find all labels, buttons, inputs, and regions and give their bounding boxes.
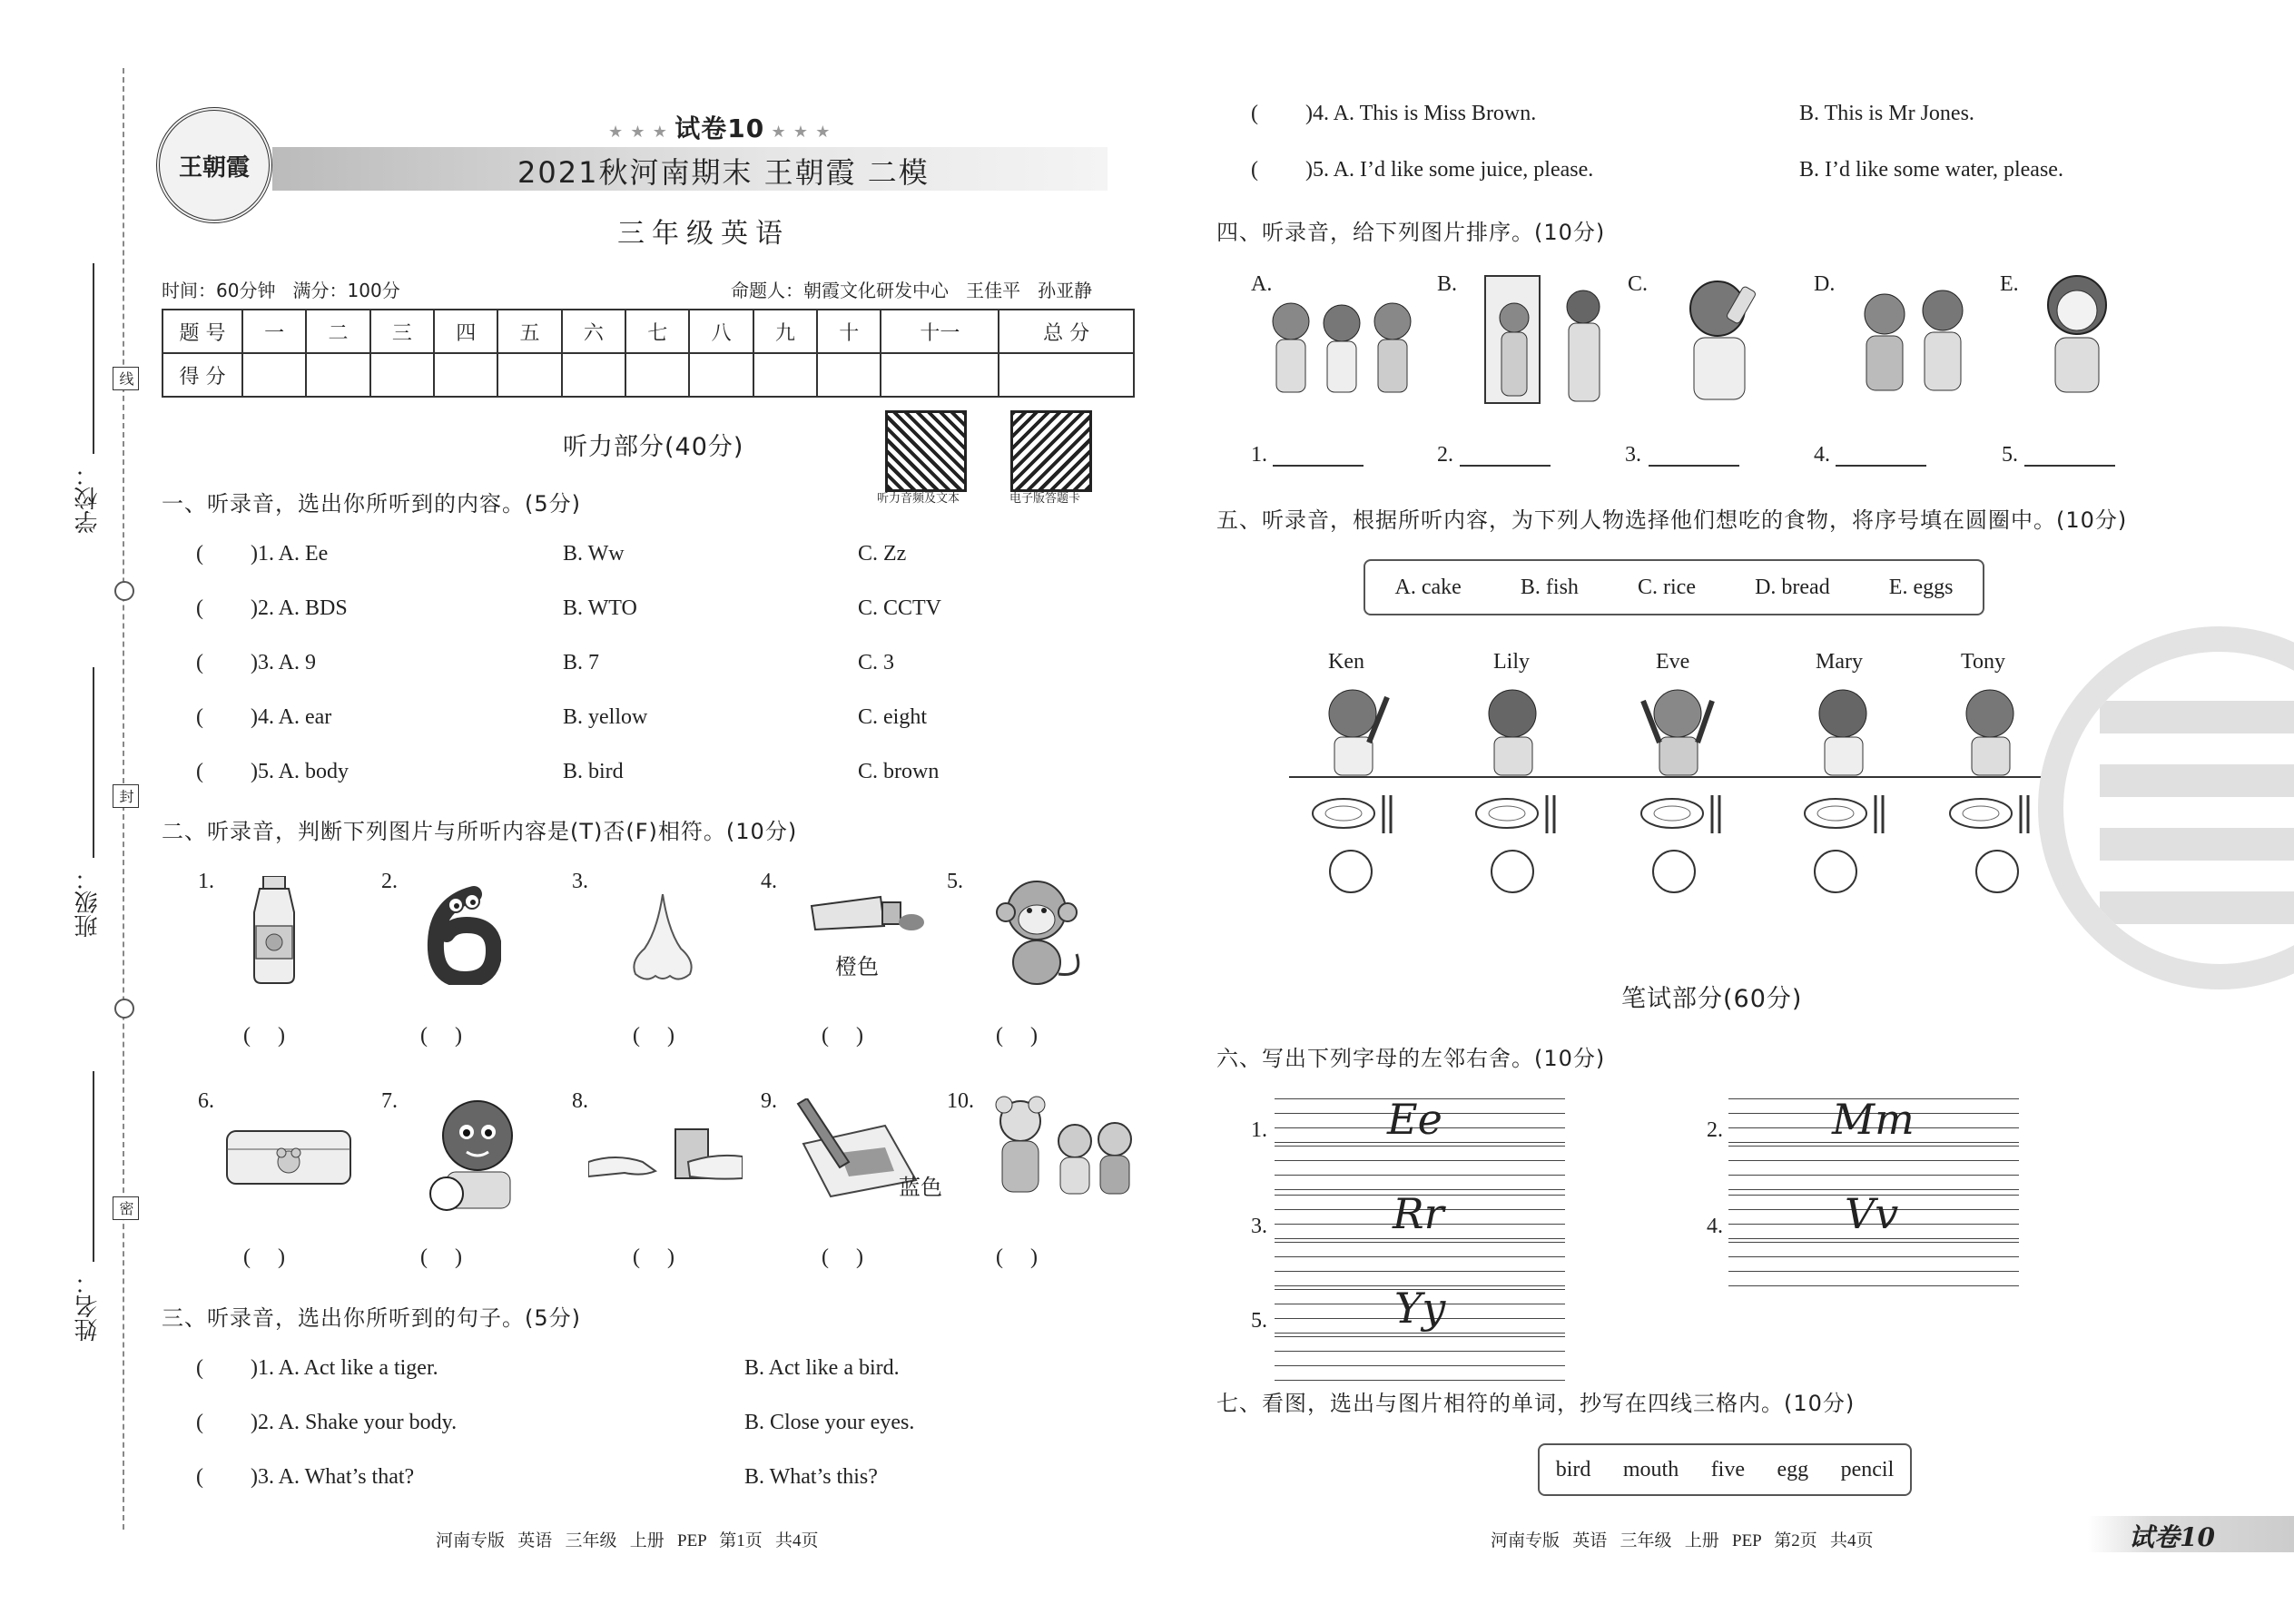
picture-number: 8. xyxy=(572,1089,588,1113)
food-option: B. fish xyxy=(1520,575,1579,599)
person-name: Ken xyxy=(1328,650,1364,674)
school-label: 学校： xyxy=(74,463,102,534)
letter-script: Ee xyxy=(1387,1095,1442,1144)
order-blank[interactable] xyxy=(1460,465,1551,467)
letter-number: 2. xyxy=(1707,1118,1723,1142)
child-figure-eve xyxy=(1643,690,1712,775)
table-cell: 四 xyxy=(434,310,497,353)
answer-bracket[interactable]: ( ) xyxy=(996,1024,1038,1048)
score-cell[interactable] xyxy=(434,353,497,397)
letter-script: Mm xyxy=(1832,1095,1915,1144)
number-six-icon xyxy=(419,885,501,985)
word-bank-box xyxy=(1538,1443,1912,1496)
option-a: )2. A. BDS xyxy=(251,596,348,620)
blank-number: 3. xyxy=(1625,443,1641,467)
answer-bracket[interactable]: ( xyxy=(196,651,203,674)
school-field[interactable] xyxy=(93,263,94,454)
answer-bracket[interactable]: ( ) xyxy=(243,1245,285,1269)
table-cell: 五 xyxy=(497,310,561,353)
section6-title: 六、写出下列字母的左邻右舍。(10分) xyxy=(1216,1046,1606,1071)
picture-number: 4. xyxy=(761,870,777,893)
section4-title: 四、听录音，给下列图片排序。(10分) xyxy=(1216,220,1606,245)
answer-bracket[interactable]: ( xyxy=(196,705,203,729)
series-label: ★ ★ ★ 试卷10 ★ ★ ★ xyxy=(608,113,832,143)
plate-icon xyxy=(1641,795,1719,833)
listening-title: 听力部分(40分) xyxy=(563,433,744,461)
kids-at-door-icon xyxy=(1482,272,1618,408)
color-label-orange: 橙色 xyxy=(835,954,879,979)
section1-title: 一、听录音，选出你所听到的内容。(5分) xyxy=(162,491,581,517)
marker-dense: 密 xyxy=(113,1196,139,1220)
answer-bracket[interactable]: ( xyxy=(196,760,203,783)
section2-title: 二、听录音，判断下列图片与所听内容是(T)否(F)相符。(10分) xyxy=(162,819,798,844)
plate-icon xyxy=(1805,795,1883,833)
word-option: five xyxy=(1710,1457,1745,1481)
score-table-score-row xyxy=(162,353,1134,397)
section7-title: 七、看图，选出与图片相符的单词，抄写在四线三格内。(10分) xyxy=(1216,1391,1856,1416)
word-option: bird xyxy=(1555,1457,1591,1481)
option-b: B. What’s this? xyxy=(744,1465,878,1489)
picture-number: 10. xyxy=(947,1089,974,1113)
option-a: )2. A. Shake your body. xyxy=(251,1411,458,1434)
order-blank[interactable] xyxy=(1273,465,1364,467)
answer-circle[interactable] xyxy=(1814,850,1857,893)
picture-number: 7. xyxy=(381,1089,398,1113)
name-field[interactable] xyxy=(93,1071,94,1262)
child-figure-mary xyxy=(1819,690,1866,775)
qr-code-icon[interactable] xyxy=(1010,410,1092,492)
score-cell[interactable] xyxy=(497,353,561,397)
blank-number: 5. xyxy=(2002,443,2018,467)
answer-bracket[interactable]: ( ) xyxy=(420,1024,462,1048)
word-option: pencil xyxy=(1840,1457,1895,1481)
two-kids-icon xyxy=(1852,283,1979,392)
plate-icon xyxy=(1476,795,1554,833)
food-option: C. rice xyxy=(1638,575,1696,599)
boy-drinking-icon xyxy=(1672,274,1772,401)
girl-icon xyxy=(2035,269,2117,396)
letter-script: Rr xyxy=(1393,1189,1444,1238)
answer-bracket[interactable]: ( ) xyxy=(822,1024,863,1048)
exam-title: 2021秋河南期末 王朝霞 二模 xyxy=(517,155,930,190)
score-cell[interactable] xyxy=(999,353,1134,397)
answer-bracket[interactable]: ( xyxy=(1251,158,1258,182)
score-cell[interactable] xyxy=(562,353,625,397)
score-cell[interactable] xyxy=(689,353,753,397)
option-c: C. Zz xyxy=(858,542,907,566)
letter-number: 3. xyxy=(1251,1215,1267,1238)
option-b: B. Ww xyxy=(563,542,625,566)
word-option: egg xyxy=(1777,1457,1809,1481)
option-a: )3. A. What’s that? xyxy=(251,1465,415,1489)
child-figure-tony xyxy=(1966,690,2013,775)
answer-bracket[interactable]: ( xyxy=(196,1411,203,1434)
table-cell: 七 xyxy=(625,310,689,353)
monkey-icon xyxy=(989,876,1089,994)
color-label-blue: 蓝色 xyxy=(899,1175,942,1200)
order-blank[interactable] xyxy=(1649,465,1739,467)
answer-bracket[interactable]: ( ) xyxy=(633,1245,674,1269)
option-a: )4. A. This is Miss Brown. xyxy=(1305,102,1537,125)
person-name: Lily xyxy=(1493,650,1530,674)
plate-icon xyxy=(1950,795,2028,833)
answer-bracket[interactable]: ( xyxy=(1251,102,1258,125)
score-cell[interactable] xyxy=(370,353,434,397)
star-icon: ★ ★ ★ xyxy=(608,123,675,142)
table-cell: 三 xyxy=(370,310,434,353)
four-line-grid[interactable] xyxy=(1728,1242,2019,1287)
option-a: )4. A. ear xyxy=(251,705,332,729)
answer-bracket[interactable]: ( xyxy=(196,1465,203,1489)
picture-number: 3. xyxy=(572,870,588,893)
score-cell[interactable] xyxy=(753,353,817,397)
table-cell: 总 分 xyxy=(999,310,1134,353)
answer-bracket[interactable]: ( xyxy=(196,596,203,620)
answer-bracket[interactable]: ( ) xyxy=(420,1245,462,1269)
table-cell: 得 分 xyxy=(162,353,242,397)
picture-letter: C. xyxy=(1628,272,1649,296)
table-cell: 六 xyxy=(562,310,625,353)
answer-bracket[interactable]: ( ) xyxy=(996,1245,1038,1269)
option-b: B. Act like a bird. xyxy=(744,1356,900,1380)
table-cell: 二 xyxy=(306,310,369,353)
picture-number: 9. xyxy=(761,1089,777,1113)
four-line-grid[interactable] xyxy=(1275,1146,1565,1191)
person-name: Tony xyxy=(1961,650,2005,674)
option-a: )3. A. 9 xyxy=(251,651,316,674)
blank-number: 2. xyxy=(1437,443,1453,467)
paint-tube-icon xyxy=(808,890,926,944)
qr-caption: 电子版答题卡 xyxy=(1009,492,1081,506)
writing-title: 笔试部分(60分) xyxy=(1621,985,1803,1013)
authors: 命题人：朝霞文化研发中心 王佳平 孙亚静 xyxy=(731,280,1093,301)
letter-number: 4. xyxy=(1707,1215,1723,1238)
option-c: C. brown xyxy=(858,760,940,783)
letter-script: Yy xyxy=(1394,1284,1446,1333)
option-a: )5. A. I’d like some juice, please. xyxy=(1305,158,1594,182)
answer-circle[interactable] xyxy=(1329,850,1373,893)
order-blank[interactable] xyxy=(2024,465,2115,467)
food-option: E. eggs xyxy=(1888,575,1954,599)
option-b: B. WTO xyxy=(563,596,637,620)
time-info: 时间：60分钟 满分：100分 xyxy=(162,280,400,301)
qr-code-icon[interactable] xyxy=(885,410,967,492)
answer-circle[interactable] xyxy=(1652,850,1696,893)
picture-letter: B. xyxy=(1437,272,1458,296)
nose-icon xyxy=(617,894,708,985)
option-a: )1. A. Ee xyxy=(251,542,329,566)
class-field[interactable] xyxy=(93,667,94,858)
option-a: )1. A. Act like a tiger. xyxy=(251,1356,438,1380)
picture-number: 1. xyxy=(198,870,214,893)
food-option: A. cake xyxy=(1394,575,1462,599)
boy-with-ball-icon xyxy=(427,1094,527,1212)
answer-bracket[interactable]: ( ) xyxy=(633,1024,674,1048)
option-b: B. 7 xyxy=(563,651,600,674)
picture-number: 6. xyxy=(198,1089,214,1113)
order-blank[interactable] xyxy=(1836,465,1926,467)
hand-giving-book-icon xyxy=(588,1126,743,1198)
child-figure-ken xyxy=(1329,690,1387,775)
score-table-header-row xyxy=(162,310,1134,353)
kids-at-table-illustration xyxy=(1289,679,2043,842)
score-table xyxy=(162,309,1135,398)
answer-bracket[interactable]: ( ) xyxy=(243,1024,285,1048)
juice-bottle-icon xyxy=(247,876,301,985)
option-c: C. eight xyxy=(858,705,927,729)
section3-title: 三、听录音，选出你所听到的句子。(5分) xyxy=(162,1305,581,1331)
picture-number: 5. xyxy=(947,870,963,893)
kids-group-icon xyxy=(1264,296,1418,396)
word-option: mouth xyxy=(1622,1457,1679,1481)
person-name: Eve xyxy=(1656,650,1690,674)
answer-bracket[interactable]: ( ) xyxy=(822,1245,863,1269)
table-cell: 九 xyxy=(753,310,817,353)
marker-seal: 封 xyxy=(113,784,139,808)
section5-title: 五、听录音，根据所听内容，为下列人物选择他们想吃的食物，将序号填在圆圈中。(10分) xyxy=(1216,507,2128,533)
score-cell[interactable] xyxy=(881,353,999,397)
picture-letter: E. xyxy=(2000,272,2019,296)
picture-letter: A. xyxy=(1251,272,1273,296)
option-b: B. bird xyxy=(563,760,624,783)
letter-script: Vv xyxy=(1845,1189,1899,1238)
score-cell[interactable] xyxy=(625,353,689,397)
child-figure-lily xyxy=(1489,690,1536,775)
binding-dot-icon xyxy=(114,581,134,601)
table-cell: 十一 xyxy=(881,310,999,353)
score-cell[interactable] xyxy=(306,353,369,397)
star-icon: ★ ★ ★ xyxy=(764,123,832,142)
table-cell: 题 号 xyxy=(162,310,242,353)
food-option: D. bread xyxy=(1755,575,1830,599)
person-name: Mary xyxy=(1816,650,1863,674)
answer-circle[interactable] xyxy=(1975,850,2019,893)
option-c: C. 3 xyxy=(858,651,895,674)
letter-number: 1. xyxy=(1251,1118,1267,1142)
name-label: 姓名： xyxy=(74,1271,102,1342)
letter-number: 5. xyxy=(1251,1309,1267,1333)
table-cell: 一 xyxy=(242,310,306,353)
tab-label: 试卷10 xyxy=(2129,1522,2215,1552)
option-b: B. This is Mr Jones. xyxy=(1799,102,1974,125)
score-cell[interactable] xyxy=(817,353,881,397)
brand-logo: 王朝霞 xyxy=(156,107,272,223)
answer-bracket[interactable]: ( xyxy=(196,1356,203,1380)
plate-icon xyxy=(1313,795,1391,833)
blank-number: 4. xyxy=(1814,443,1830,467)
option-b: B. yellow xyxy=(563,705,648,729)
option-b: B. Close your eyes. xyxy=(744,1411,915,1434)
subject-title: 三年级英语 xyxy=(617,218,790,250)
option-a: )5. A. body xyxy=(251,760,349,783)
four-line-grid[interactable] xyxy=(1728,1146,2019,1191)
animal-friends-icon xyxy=(991,1094,1137,1203)
qr-caption: 听力音频及文本 xyxy=(877,492,960,506)
score-cell[interactable] xyxy=(242,353,306,397)
binding-dot-icon xyxy=(114,999,134,1019)
option-b: B. I’d like some water, please. xyxy=(1799,158,2063,182)
marker-line: 线 xyxy=(113,367,139,390)
picture-number: 2. xyxy=(381,870,398,893)
footer-page2: 河南专版 英语 三年级 上册 PEP 第2页 共4页 xyxy=(1491,1531,1874,1550)
seal-stamp-icon xyxy=(2038,626,2294,989)
class-label: 班级： xyxy=(74,867,102,938)
food-options-box xyxy=(1364,559,1984,615)
blank-number: 1. xyxy=(1251,443,1267,467)
answer-bracket[interactable]: ( xyxy=(196,542,203,566)
footer-page1: 河南专版 英语 三年级 上册 PEP 第1页 共4页 xyxy=(436,1531,819,1550)
pencil-box-icon xyxy=(225,1126,352,1189)
option-c: C. CCTV xyxy=(858,596,942,620)
four-line-grid[interactable] xyxy=(1275,1336,1565,1382)
four-line-grid[interactable] xyxy=(1275,1242,1565,1287)
table-cell: 十 xyxy=(817,310,881,353)
answer-circle[interactable] xyxy=(1491,850,1534,893)
table-cell: 八 xyxy=(689,310,753,353)
picture-letter: D. xyxy=(1814,272,1836,296)
